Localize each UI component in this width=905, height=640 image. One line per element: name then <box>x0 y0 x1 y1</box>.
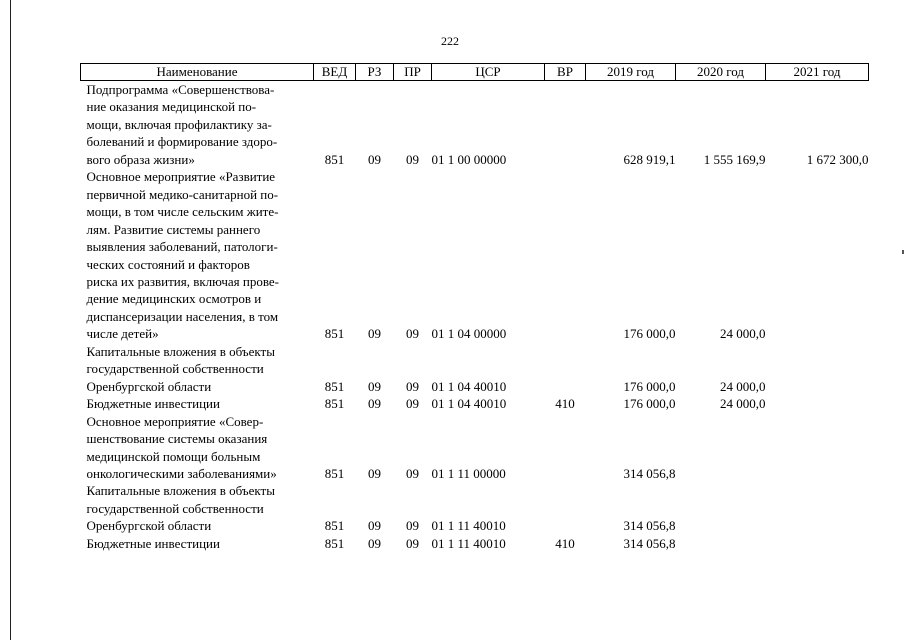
table-row <box>81 343 869 395</box>
name-line: лям. Развитие системы раннего <box>86 221 261 237</box>
page-left-edge-rule <box>10 0 11 640</box>
cell-rz: 09 <box>368 465 381 481</box>
name-line: медицинской помощи больным <box>86 448 261 464</box>
name-line: Оренбургской области <box>86 378 212 394</box>
col-header-vr: ВР <box>545 64 586 81</box>
col-header-csr: ЦСР <box>432 64 545 81</box>
cell-2019: 314 056,8 <box>623 465 676 481</box>
scan-speck <box>902 250 904 254</box>
cell-rz: 09 <box>368 326 381 342</box>
cell-vr <box>545 81 586 169</box>
cell-pr: 09 <box>406 465 419 481</box>
cell-csr: 01 1 04 40010 <box>431 396 507 412</box>
cell-2020: 24 000,0 <box>720 396 766 412</box>
name-line: Подпрограмма «Совершенствова- <box>86 82 275 97</box>
cell-2021 <box>766 395 869 412</box>
name-line: вого образа жизни» <box>86 151 195 167</box>
cell-2021 <box>766 535 869 552</box>
cell-name <box>81 168 314 343</box>
cell-pr: 09 <box>406 326 419 342</box>
cell-rz: 09 <box>368 396 381 412</box>
name-line: первичной медико-санитарной по- <box>86 186 279 202</box>
cell-vr <box>545 482 586 534</box>
cell-2020 <box>676 413 766 483</box>
cell-ved: 851 <box>324 396 345 412</box>
name-line: числе детей» <box>86 326 159 342</box>
cell-vr: 410 <box>555 396 575 412</box>
cell-2021: 1 672 300,0 <box>806 151 869 167</box>
name-line: онкологическими заболеваниями» <box>86 465 277 481</box>
cell-ved: 851 <box>324 518 345 534</box>
name-line: болеваний и формирование здоро- <box>86 134 278 150</box>
table-row <box>81 482 869 534</box>
name-line: Бюджетные инвестиции <box>86 535 220 551</box>
col-header-2020: 2020 год <box>676 64 766 81</box>
name-line: выявления заболеваний, патологи- <box>86 239 278 255</box>
cell-name <box>81 81 314 169</box>
cell-2021 <box>766 168 869 343</box>
cell-pr: 09 <box>406 535 419 551</box>
cell-2020 <box>676 482 766 534</box>
cell-pr: 09 <box>406 378 419 394</box>
cell-name <box>81 482 314 534</box>
name-line: государственной собственности <box>86 361 264 377</box>
table-row <box>81 535 869 552</box>
cell-name <box>81 395 314 412</box>
cell-2021 <box>766 343 869 395</box>
name-line: государственной собственности <box>86 500 264 516</box>
name-line: Основное мероприятие «Развитие <box>86 169 276 185</box>
cell-csr: 01 1 11 00000 <box>431 465 506 481</box>
name-line: ние оказания медицинской по- <box>86 99 257 115</box>
name-line: Бюджетные инвестиции <box>86 396 220 412</box>
table-header-row <box>81 64 869 81</box>
cell-rz: 09 <box>368 535 381 551</box>
cell-ved: 851 <box>324 378 345 394</box>
cell-pr: 09 <box>406 151 419 167</box>
cell-name <box>81 343 314 395</box>
cell-2020 <box>676 535 766 552</box>
col-header-pr: ПР <box>394 64 432 81</box>
col-header-rz: РЗ <box>356 64 394 81</box>
cell-2019: 628 919,1 <box>623 151 676 167</box>
cell-vr <box>545 168 586 343</box>
page-number: 222 <box>441 34 459 48</box>
cell-ved: 851 <box>324 465 345 481</box>
cell-csr: 01 1 11 40010 <box>431 518 506 534</box>
name-line: риска их развития, включая прове- <box>86 273 280 289</box>
table-row <box>81 413 869 483</box>
cell-ved: 851 <box>324 151 345 167</box>
cell-csr: 01 1 00 00000 <box>431 151 507 167</box>
table-body <box>81 81 869 553</box>
cell-2021 <box>766 482 869 534</box>
budget-table <box>80 63 869 552</box>
col-header-2019: 2019 год <box>586 64 676 81</box>
name-line: дение медицинских осмотров и <box>86 291 262 307</box>
cell-rz: 09 <box>368 518 381 534</box>
name-line: шенствование системы оказания <box>86 431 268 447</box>
name-line: Капитальные вложения в объекты <box>86 343 275 359</box>
cell-2021 <box>766 413 869 483</box>
cell-2020: 24 000,0 <box>720 378 766 394</box>
cell-2019: 314 056,8 <box>623 518 676 534</box>
cell-vr <box>545 413 586 483</box>
table-row <box>81 168 869 343</box>
cell-ved: 851 <box>324 326 345 342</box>
name-line: мощи, включая профилактику за- <box>86 116 272 132</box>
cell-2019: 176 000,0 <box>623 378 676 394</box>
cell-vr: 410 <box>555 535 575 551</box>
cell-2019: 314 056,8 <box>623 535 676 551</box>
col-header-ved: ВЕД <box>314 64 356 81</box>
name-line: Капитальные вложения в объекты <box>86 483 275 499</box>
cell-pr: 09 <box>406 396 419 412</box>
cell-name <box>81 413 314 483</box>
col-header-2021: 2021 год <box>766 64 869 81</box>
cell-name <box>81 535 314 552</box>
cell-csr: 01 1 04 00000 <box>431 326 507 342</box>
cell-pr: 09 <box>406 518 419 534</box>
table-row <box>81 395 869 412</box>
name-line: Основное мероприятие «Совер- <box>86 413 264 429</box>
name-line: диспансеризации населения, в том <box>86 308 279 324</box>
cell-2020: 24 000,0 <box>720 326 766 342</box>
cell-csr: 01 1 11 40010 <box>431 535 506 551</box>
cell-2019: 176 000,0 <box>623 326 676 342</box>
name-line: ческих состояний и факторов <box>86 256 250 272</box>
col-header-name: Наименование <box>81 64 314 81</box>
cell-rz: 09 <box>368 151 381 167</box>
cell-2019: 176 000,0 <box>623 396 676 412</box>
cell-rz: 09 <box>368 378 381 394</box>
name-line: мощи, в том числе сельским жите- <box>86 204 279 220</box>
table-row <box>81 81 869 169</box>
cell-2020: 1 555 169,9 <box>703 151 766 167</box>
name-line: Оренбургской области <box>86 518 212 534</box>
cell-ved: 851 <box>324 535 345 551</box>
cell-csr: 01 1 04 40010 <box>431 378 507 394</box>
cell-vr <box>545 343 586 395</box>
